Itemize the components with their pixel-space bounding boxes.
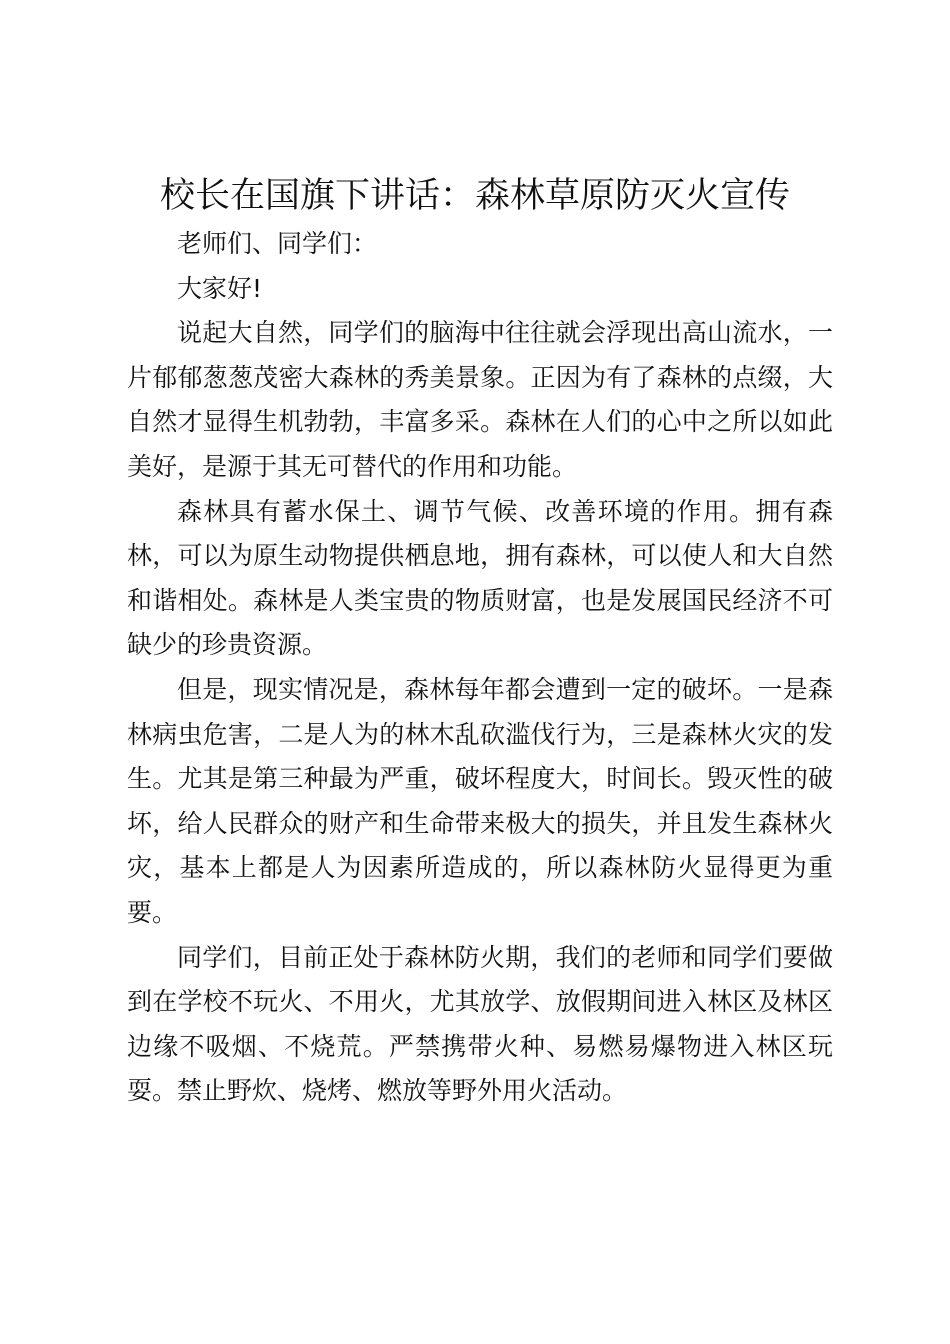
greeting: 大家好! (177, 273, 263, 303)
paragraph-fire-prevention: 同学们，目前正处于森林防火期，我们的老师和同学们要做到在学校不玩火、不用火，尤其放学、放假期间进入林区及林区边缘不吸烟、不烧荒。严禁携带火种、易燃易爆物进入林区玩耍。禁止野炊、烧烤、燃放等野外用火活动。 (127, 942, 833, 1106)
salutation: 老师们、同学们： (177, 229, 378, 258)
document-body (127, 222, 833, 1114)
paragraph-forest-damage: 但是，现实情况是，森林每年都会遭到一定的破坏。一是森林病虫危害，二是人为的林木乱砍滥伐行为，三是森林火灾的发生。尤其是第三种最为严重，破坏程度大，时间长。毁灭性的破坏，给人民群众的财产和生命带来极大的损失，并且发生森林火灾，基本上都是人为因素所造成的，所以森林防火显得更为重要。 (127, 674, 833, 927)
document-title: 校长在国旗下讲话：森林草原防灭火宣传 (159, 176, 790, 216)
paragraph-forest-functions: 森林具有蓄水保土、调节气候、改善环境的作用。拥有森林，可以为原生动物提供栖息地，拥有森林，可以使人和大自然和谐相处。森林是人类宝贵的物质财富，也是发展国民经济不可缺少的珍贵资源。 (127, 496, 833, 660)
paragraph-nature: 说起大自然，同学们的脑海中往往就会浮现出高山流水，一片郁郁葱葱茂密大森林的秀美景象。正因为有了森林的点缀，大自然才显得生机勃勃，丰富多采。森林在人们的心中之所以如此美好，是源于其无可替代的作用和功能。 (127, 318, 833, 481)
